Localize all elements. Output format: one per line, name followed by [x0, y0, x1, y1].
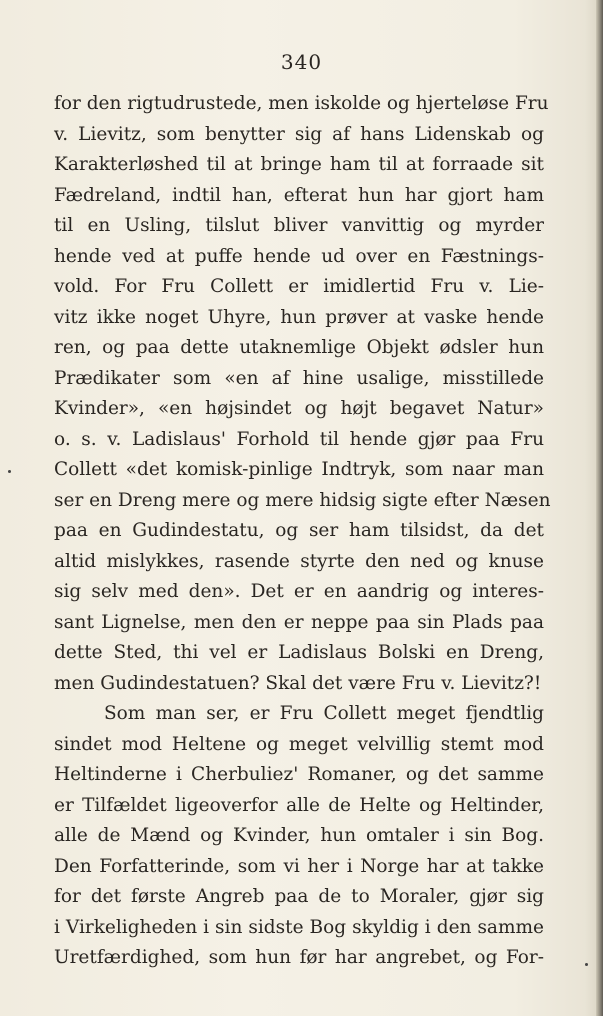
text-line: vitz ikke noget Uhyre, hun prøver at vaske hende	[54, 306, 544, 328]
text-line: er Tilfældet ligeoverfor alle de Helte og Heltinder,	[54, 794, 544, 816]
text-line: for det første Angreb paa de to Moraler, gjør sig	[54, 886, 544, 907]
text-line: Heltinderne i Cherbuliez' Romaner, og det samme	[54, 764, 544, 785]
text-line: altid mislykkes, rasende styrte den ned og knuse	[54, 550, 544, 572]
text-line: Karakterløshed til at bringe ham til at forraade sit	[54, 154, 544, 175]
text-line: sig selv med den». Det er en aandrig og interes-	[54, 581, 544, 602]
page-edge-shadow	[596, 0, 603, 1016]
text-line: sant Lignelse, men den er neppe paa sin Plads paa	[54, 611, 544, 633]
text-line: ren, og paa dette utaknemlige Objekt ødsler hun	[54, 337, 544, 358]
text-line: Kvinder», «en højsindet og højt begavet Natur»	[54, 398, 544, 419]
text-line: i Virkeligheden i sin sidste Bog skyldig i den samme	[54, 916, 544, 938]
text-line: Uretfærdighed, som hun før har angrebet, og For-	[54, 947, 544, 968]
text-line: hende ved at puffe hende ud over en Fæstnings-	[54, 245, 544, 267]
text-line: o. s. v. Ladislaus' Forhold til hende gjør paa Fru	[54, 428, 544, 450]
print-speck	[585, 963, 588, 966]
text-line: v. Lievitz, som benytter sig af hans Lidenskab og	[54, 123, 544, 145]
text-line: Som man ser, er Fru Collett meget fjendtlig	[104, 703, 544, 724]
text-line: men Gudindestatuen? Skal det være Fru v. Lievitz?!	[54, 672, 542, 694]
text-line: Den Forfatterinde, som vi her i Norge har at takke	[54, 855, 544, 877]
text-line: sindet mod Heltene og meget velvillig stemt mod	[54, 733, 544, 755]
text-line: Fædreland, indtil han, efterat hun har gjort ham	[54, 184, 544, 206]
text-line: dette Sted, thi vel er Ladislaus Bolski en Dreng,	[54, 642, 544, 663]
print-speck	[8, 470, 11, 473]
text-line: til en Usling, tilslut bliver vanvittig og myrder	[54, 215, 544, 236]
page-number: 340	[280, 50, 323, 74]
text-line: Prædikater som «en af hine usalige, misstillede	[54, 367, 544, 389]
text-line: ser en Dreng mere og mere hidsig sigte efter Næsen	[54, 489, 551, 511]
text-line: vold. For Fru Collett er imidlertid Fru v. Lie-	[54, 276, 544, 297]
text-line: paa en Gudindestatu, og ser ham tilsidst, da det	[54, 520, 544, 541]
body-text	[54, 89, 551, 974]
text-line: alle de Mænd og Kvinder, hun omtaler i sin Bog.	[54, 825, 544, 846]
text-line: Collett «det komisk-pinlige Indtryk, som naar man	[54, 459, 544, 480]
text-line: for den rigtudrustede, men iskolde og hjerteløse Fru	[54, 93, 549, 114]
